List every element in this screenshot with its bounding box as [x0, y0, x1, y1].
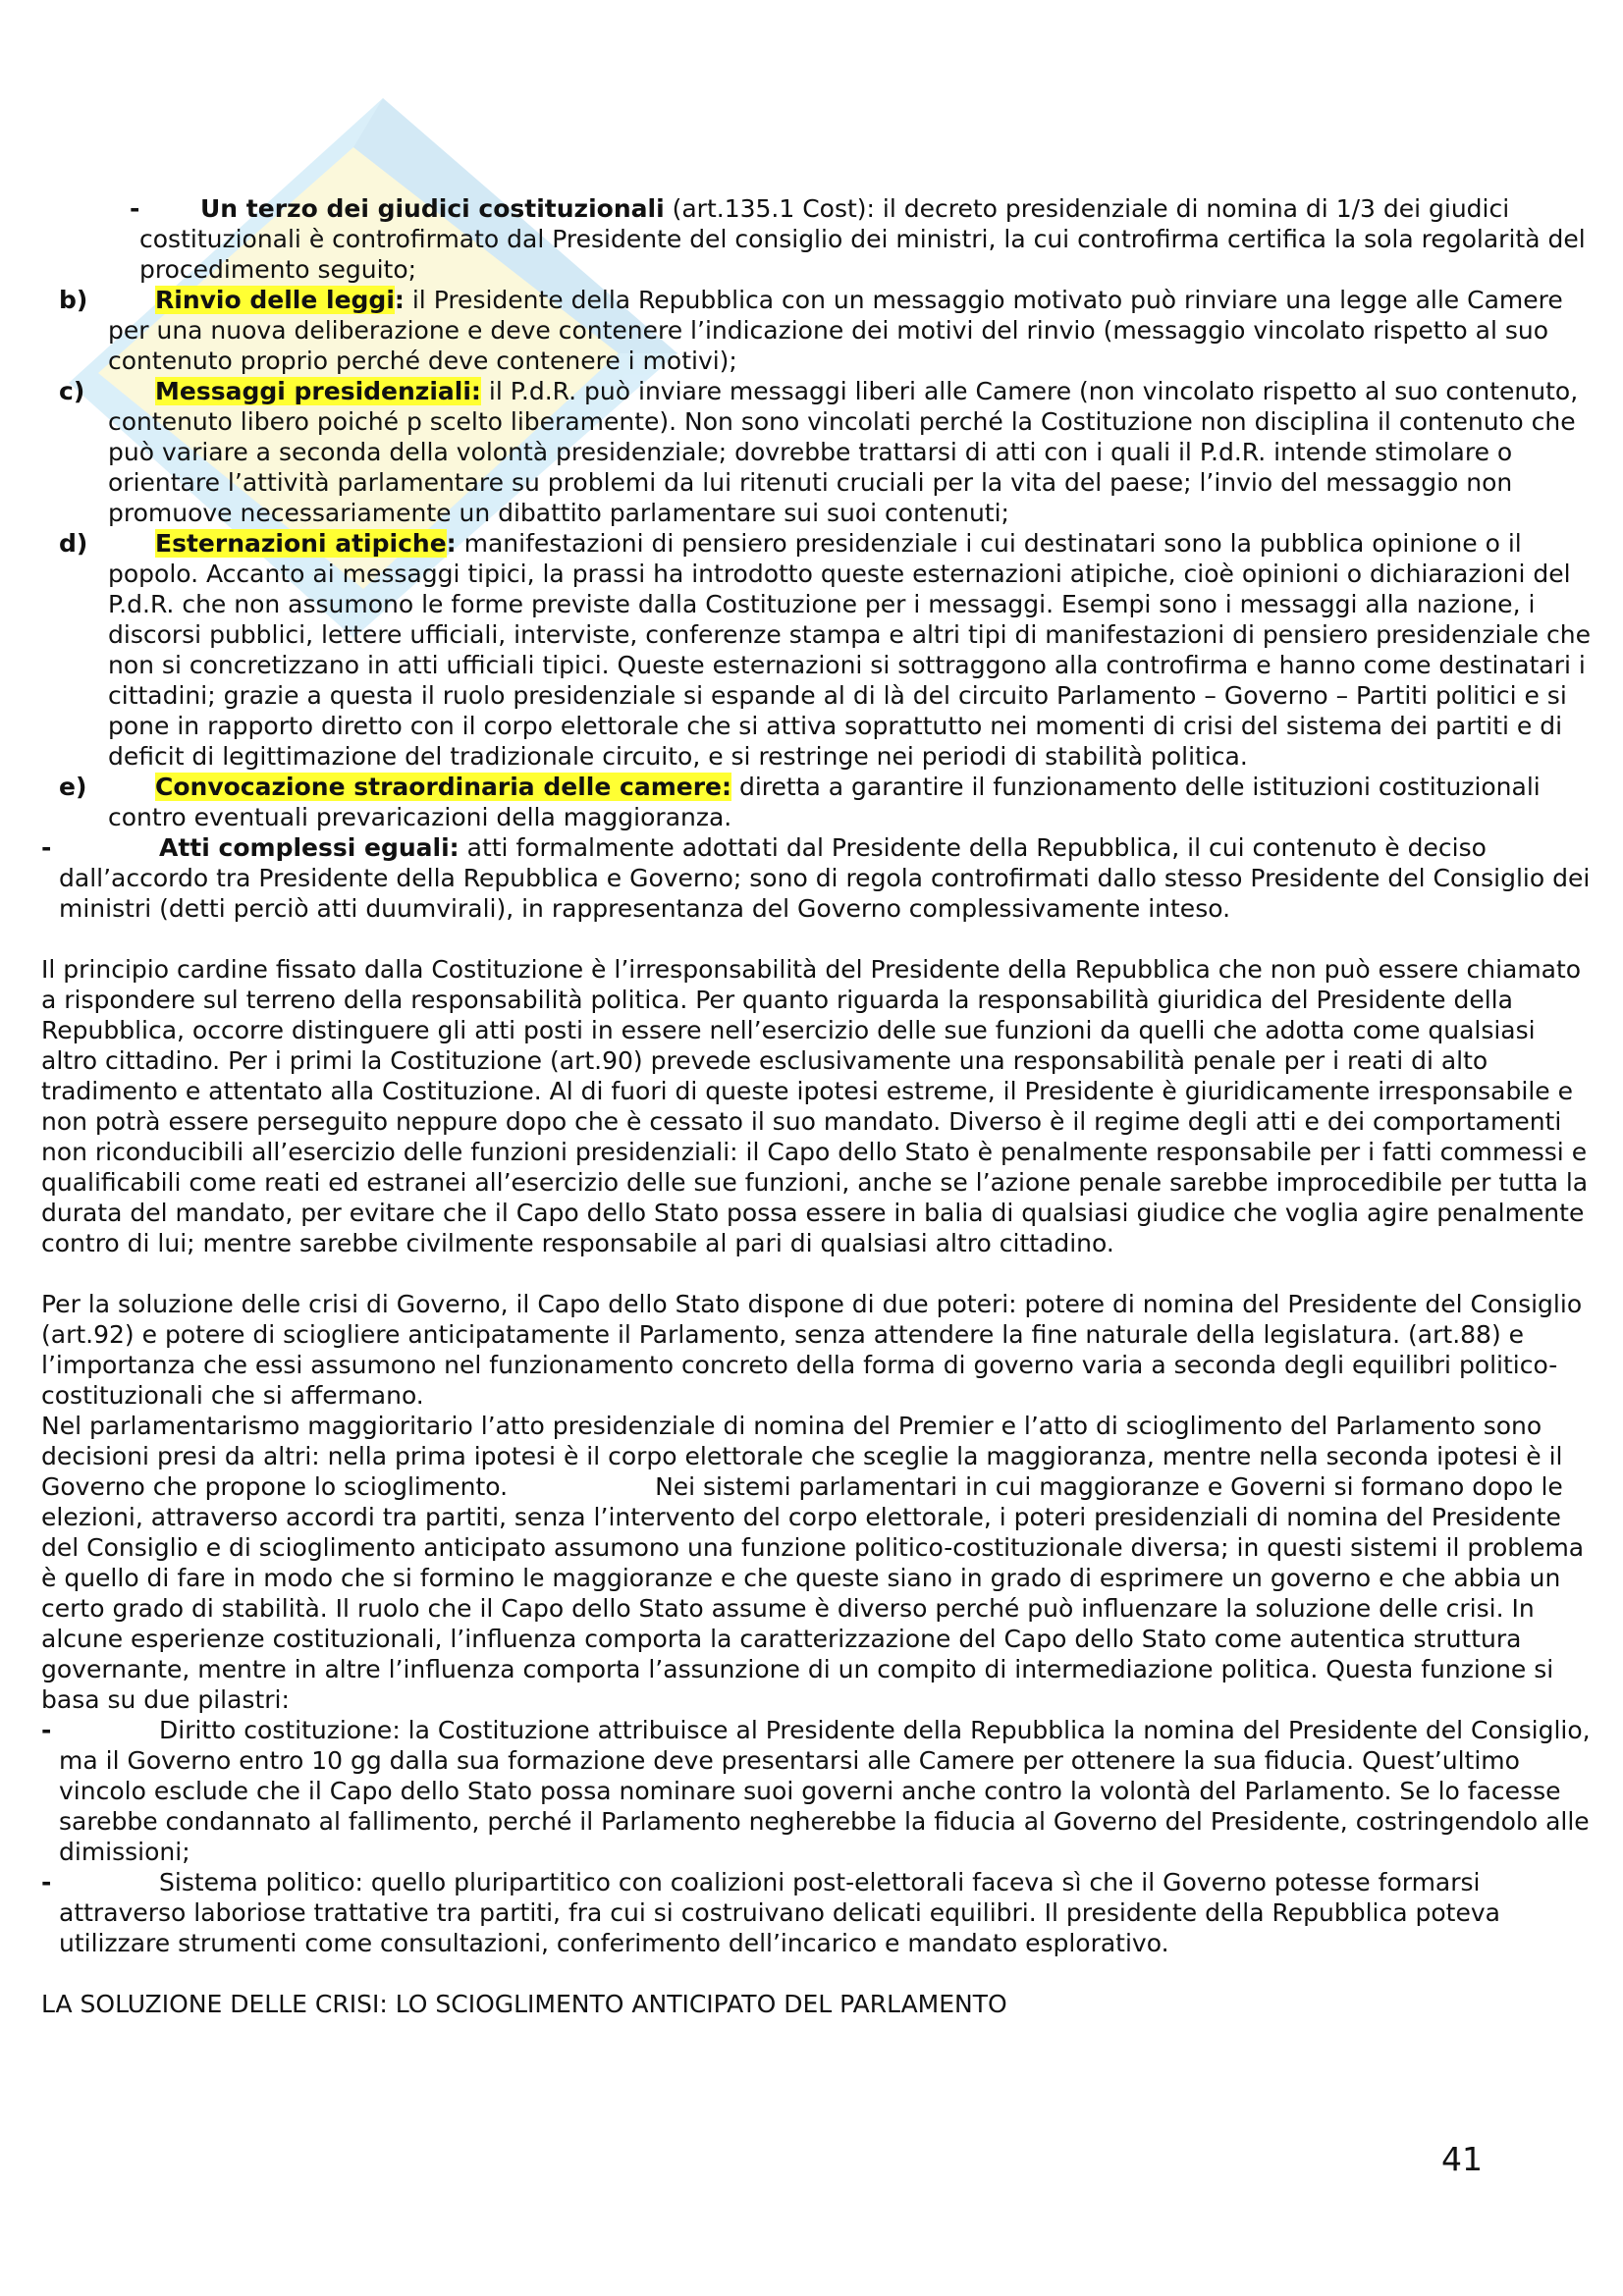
- item-text: diretta a garantire il funzionamento delle istituzioni costituzionali contro eventuali prevaricazioni della maggioranza.: [108, 773, 1541, 831]
- paragraph-irresponsabilita: Il principio cardine fissato dalla Costituzione è l’irresponsabilità del Presidente della Repubblica che non può essere chiamato a rispondere sul terreno della responsabilità politica. Per quanto riguarda la responsabilità giuridica del Presidente della Repubblica, occorre distinguere gli atti posti in essere nell’esercizio delle sue funzioni da quelli che adotta come qualsiasi altro cittadino. Per i primi la Costituzione (art.90) prevede esclusivamente una responsabilità penale per i reati di alto tradimento e attentato alla Costituzione. Al di fuori di queste ipotesi estreme, il Presidente è giuridicamente irresponsabile e non potrà essere perseguito neppure dopo che è cessato il suo mandato. Diverso è il regime degli atti e dei comportamenti non riconducibili all’esercizio delle funzioni presidenziali: il Capo dello Stato è penalmente responsabile per i fatti commessi e qualificabili come reati ed estranei all’esercizio delle sue funzioni, anche se l’azione penale sarebbe improcedibile per tutta la durata del mandato, per evitare che il Capo dello Stato possa essere in balia di qualsiasi giudice che voglia agire penalmente contro di lui; mentre sarebbe civilmente responsabile al pari di qualsiasi altro cittadino.: [41, 955, 1589, 1257]
- paragraph-crisi-governo: Per la soluzione delle crisi di Governo, il Capo dello Stato dispone di due poteri: potere di nomina del Presidente del Consiglio (art.92) e potere di sciogliere anticipatamente il Parlamento, senza attendere la fine naturale della legislatura. (art.88) e l’importanza che essi assumono nel funzionamento concreto della forma di governo varia a seconda degli equilibri politico-costituzionali che si affermano.: [41, 1290, 1583, 1410]
- item-text: (art.135.1 Cost): il decreto presidenziale di nomina di 1/3 dei giudici costituzionali è controfirmato dal Presidente del consiglio dei ministri, la cui controfirma certifica la sola regolarità del procedimento seguito;: [139, 194, 1586, 284]
- item-text: manifestazioni di pensiero presidenziale i cui destinatari sono la pubblica opinione o il popolo. Accanto ai messaggi tipici, la prassi ha introdotto queste esternazioni atipiche, cioè opinioni o dichiarazioni del P.d.R. che non assumono le forme previste dalla Costituzione per i messaggi. Esempi sono i messaggi alla nazione, i discorsi pubblici, lettere ufficiali, interviste, conferenze stampa e altri tipi di manifestazioni di pensiero presidenziale che non si concretizzano in atti ufficiali tipici. Queste esternazioni si sottraggono alla controfirma e hanno come destinatari i cittadini; grazie a questa il ruolo presidenziale si espande al di là del circuito Parlamento – Governo – Partiti politici e si pone in rapporto diretto con il corpo elettorale che si attiva soprattutto nei momenti di crisi del sistema dei partiti e di deficit di legittimazione del tradizionale circuito, e si restringe nei periodi di stabilità politica.: [108, 529, 1591, 771]
- paragraph-parlamentarismo-maggioritario: Nel parlamentarismo maggioritario l’atto presidenziale di nomina del Premier e l’atto di scioglimento del Parlamento sono decisioni presi da altri: nella prima ipotesi è il corpo elettorale che sceglie la maggioranza, mentre nella seconda ipotesi è il Governo che propone lo scioglimento. Nei sistemi parlamentari in cui maggioranze e Governi si formano dopo le elezioni, attraverso accordi tra partiti, senza l’intervento del corpo elettorale, i poteri presidenziali di nomina del Presidente del Consiglio e di scioglimento anticipato assumono una funzione politico-costituzionale diversa; in questi sistemi il problema è quello di fare in modo che si formino le maggioranze e che queste siano in grado di esprimere un governo e che abbia un certo grado di stabilità. Il ruolo che il Capo dello Stato assume è diverso perché può influenzare la soluzione delle crisi. In alcune esperienze costituzionali, l’influenza comporta la caratterizzazione del Capo dello Stato come autentica struttura governante, mentre in altre l’influenza comporta l’assunzione di un compito di intermediazione politica. Questa funzione si basa su due pilastri:: [41, 1412, 1585, 1714]
- pillar-text: Sistema politico: quello pluripartitico con coalizioni post-elettorali faceva sì che il Governo potesse formarsi attraverso laboriose trattative tra partiti, fra cui si costruivano delicati equilibri. Il presidente della Repubblica poteva utilizzare strumenti come consultazioni, conferimento dell’incarico e mandato esplorativo.: [59, 1868, 1500, 1957]
- list-marker: e): [59, 773, 87, 801]
- highlighted-heading: Esternazioni atipiche: [155, 529, 447, 558]
- item-text: il Presidente della Repubblica con un messaggio motivato può rinviare una legge alle Camere per una nuova deliberazione e deve contenere l’indicazione dei motivi del rinvio (messaggio vincolato rispetto al suo contenuto proprio perché deve contenere i motivi);: [108, 286, 1563, 375]
- document-page: [41, 193, 1593, 2019]
- highlighted-heading: Convocazione straordinaria delle camere:: [155, 773, 731, 801]
- item-text: atti formalmente adottati dal Presidente della Repubblica, il cui contenuto è deciso dall’accordo tra Presidente della Repubblica e Governo; sono di regola controfirmati dallo stesso Presidente del Consiglio dei ministri (detti perciò atti duumvirali), in rappresentanza del Governo complessivamente inteso.: [59, 833, 1591, 923]
- list-item-atti-complessi: [41, 832, 1593, 924]
- list-item-messaggi-presidenziali: [59, 376, 1593, 528]
- item-heading: Un terzo dei giudici costituzionali: [200, 194, 665, 223]
- list-item-giudici-costituzionali: [130, 193, 1593, 285]
- pillar-text: Diritto costituzione: la Costituzione attribuisce al Presidente della Repubblica la nomina del Presidente del Consiglio, ma il Governo entro 10 gg dalla sua formazione deve presentarsi alle Camere per ottenere la sua fiducia. Quest’ultimo vincolo esclude che il Capo dello Stato possa nominare suoi governi anche contro la volontà del Parlamento. Se lo facesse sarebbe condannato al fallimento, perché il Parlamento negherebbe la fiducia al Governo del Presidente, costringendolo alle dimissioni;: [59, 1716, 1591, 1866]
- list-item-esternazioni-atipiche: d) Esternazioni atipiche: manifestazioni di pensiero presidenziale i cui destinatari sono la pubblica opinione o il popolo. Accanto ai messaggi tipici, la prassi ha introdotto queste esternazioni atipiche, cioè opinioni o dichiarazioni del P.d.R. che non assumono le forme previste dalla Costituzione per i messaggi. Esempi sono i messaggi alla nazione, i discorsi pubblici, lettere ufficiali, interviste, conferenze stampa e altri tipi di manifestazioni di pensiero presidenziale che non si concretizzano in atti ufficiali tipici. Queste esternazioni si sottraggono alla controfirma e hanno come destinatari i cittadini; grazie a questa il ruolo presidenziale si espande al di là del circuito Parlamento – Governo – Partiti politici e si pone in rapporto diretto con il corpo elettorale che si attiva soprattutto nei momenti di crisi del sistema dei partiti e di deficit di legittimazione del tradizionale circuito, e si restringe nei periodi di stabilità politica.: [59, 529, 1591, 771]
- list-item-rinvio-leggi: b) Rinvio delle leggi: il Presidente della Repubblica con un messaggio motivato può rinviare una legge alle Camere per una nuova deliberazione e deve contenere l’indicazione dei motivi del rinvio (messaggio vincolato rispetto al suo contenuto proprio perché deve contenere i motivi);: [59, 286, 1563, 375]
- list-marker: b): [59, 286, 88, 314]
- pillar-sistema-politico: [41, 1867, 1593, 1958]
- list-item-convocazione-straordinaria: [59, 772, 1593, 832]
- page-number: 41: [1441, 2140, 1483, 2178]
- list-marker: -: [41, 1716, 52, 1744]
- item-heading: Atti complessi eguali:: [159, 833, 460, 862]
- highlighted-heading: Rinvio delle leggi: [155, 286, 395, 314]
- item-text: il P.d.R. può inviare messaggi liberi alle Camere (non vincolato rispetto al suo contenuto, contenuto libero poiché p scelto liberamente). Non sono vincolati perché la Costituzione non disciplina il contenuto che può variare a seconda della volontà presidenziale; dovrebbe trattarsi di atti con i quali il P.d.R. intende stimolare o orientare l’attività parlamentare su problemi da lui ritenuti cruciali per la vita del paese; l’invio del messaggio non promuove necessariamente un dibattito parlamentare sui suoi contenuti;: [108, 377, 1579, 527]
- paragraph-sistemi-parlamentari: Nei sistemi parlamentari in cui maggioranze e Governi si formano dopo le elezioni, attraverso accordi tra partiti, senza l’intervento del corpo elettorale, i poteri presidenziali di nomina del Presidente del Consiglio e di scioglimento anticipato assumono una funzione politico-costituzionale diversa; in questi sistemi il problema è quello di fare in modo che si formino le maggioranze e che queste siano in grado di esprimere un governo e che abbia un certo grado di stabilità. Il ruolo che il Capo dello Stato assume è diverso perché può influenzare la soluzione delle crisi. In alcune esperienze costituzionali, l’influenza comporta la caratterizzazione del Capo dello Stato come autentica struttura governante, mentre in altre l’influenza comporta l’assunzione di un compito di intermediazione politica. Questa funzione si basa su due pilastri:: [41, 1472, 1585, 1714]
- list-marker: d): [59, 529, 88, 558]
- list-marker: c): [59, 377, 85, 405]
- pillar-diritto-costituzione: [41, 1715, 1593, 1867]
- section-title: LA SOLUZIONE DELLE CRISI: LO SCIOGLIMENTO ANTICIPATO DEL PARLAMENTO: [41, 1990, 1007, 2018]
- list-marker: -: [41, 833, 52, 862]
- list-marker: -: [130, 194, 140, 223]
- highlighted-heading: Messaggi presidenziali:: [155, 377, 481, 405]
- list-marker: -: [41, 1868, 52, 1896]
